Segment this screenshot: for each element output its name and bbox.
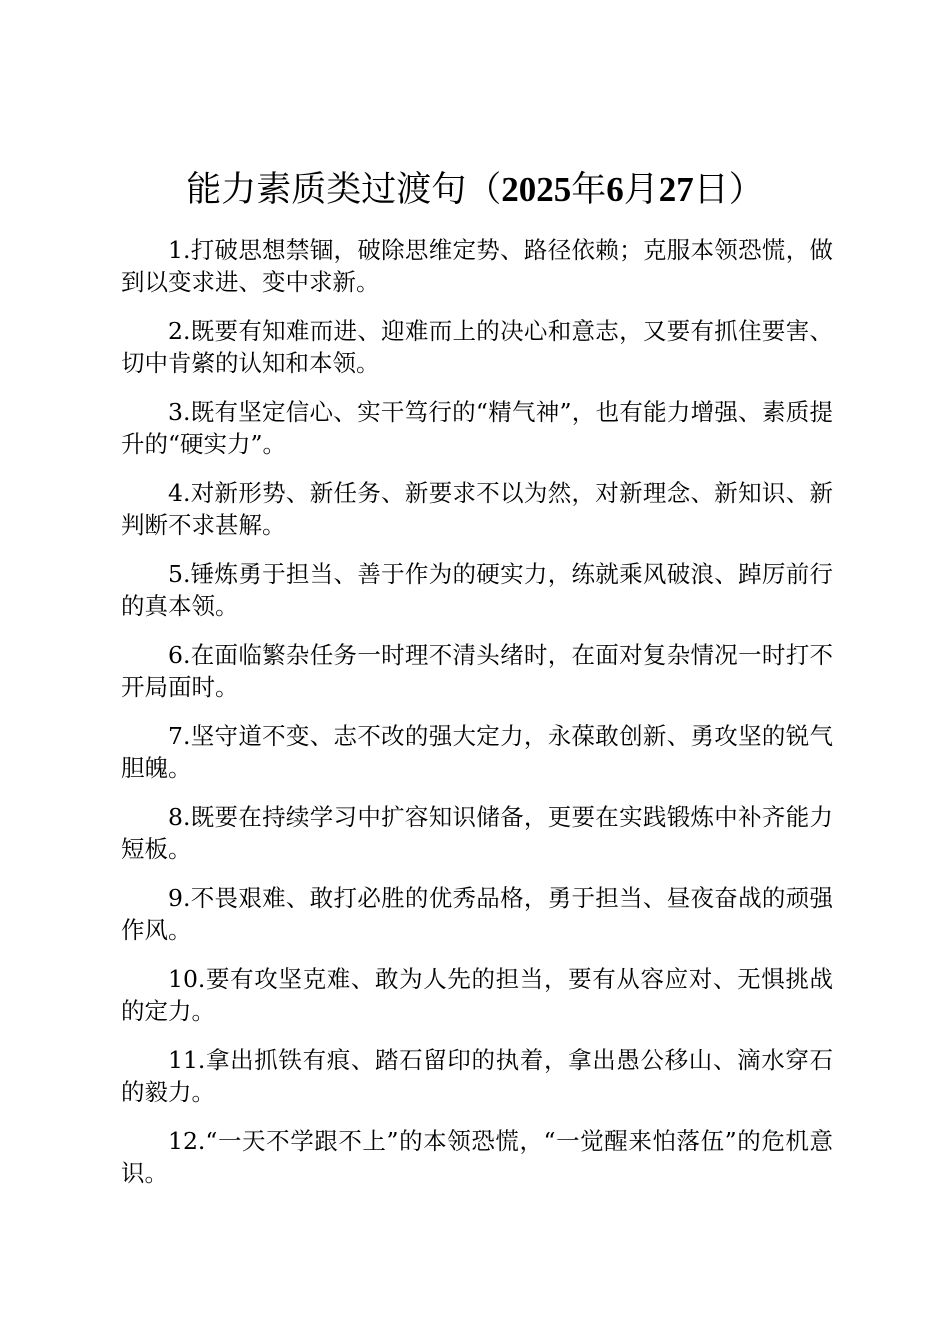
list-item: 8.既要在持续学习中扩容知识储备，更要在实践锻炼中补齐能力短板。	[121, 803, 833, 863]
list-item: 3.既有坚定信心、实干笃行的“精气神”，也有能力增强、素质提升的“硬实力”。	[121, 398, 833, 458]
list-item: 12.“一天不学跟不上”的本领恐慌，“一觉醒来怕落伍”的危机意识。	[121, 1127, 833, 1187]
title-year-suffix: 年	[571, 170, 607, 210]
list-item: 1.打破思想禁锢，破除思维定势、路径依赖；克服本领恐慌，做到以变求进、变中求新。	[121, 236, 833, 296]
list-item: 11.拿出抓铁有痕、踏石留印的执着，拿出愚公移山、滴水穿石的毅力。	[121, 1046, 833, 1106]
list-item: 2.既要有知难而进、迎难而上的决心和意志，又要有抓住要害、切中肯綮的认知和本领。	[121, 317, 833, 377]
list-item: 5.锤炼勇于担当、善于作为的硬实力，练就乘风破浪、踔厉前行的真本领。	[121, 560, 833, 620]
page-title	[0, 160, 950, 220]
title-year: 2025	[501, 170, 572, 209]
title-month: 6	[606, 170, 624, 209]
list-item: 9.不畏艰难、敢打必胜的优秀品格，勇于担当、昼夜奋战的顽强作风。	[121, 884, 833, 944]
title-day: 27	[658, 170, 694, 209]
sentence-list	[121, 234, 833, 1206]
list-item: 10.要有攻坚克难、敢为人先的担当，要有从容应对、无惧挑战的定力。	[121, 965, 833, 1025]
list-item: 6.在面临繁杂任务一时理不清头绪时，在面对复杂情况一时打不开局面时。	[121, 641, 833, 701]
title-day-suffix: 日）	[693, 170, 764, 210]
title-month-suffix: 月	[623, 170, 659, 210]
list-item: 7.坚守道不变、志不改的强大定力，永葆敢创新、勇攻坚的锐气胆魄。	[121, 722, 833, 782]
title-text: 能力素质类过渡句（	[186, 170, 502, 210]
list-item: 4.对新形势、新任务、新要求不以为然，对新理念、新知识、新判断不求甚解。	[121, 479, 833, 539]
